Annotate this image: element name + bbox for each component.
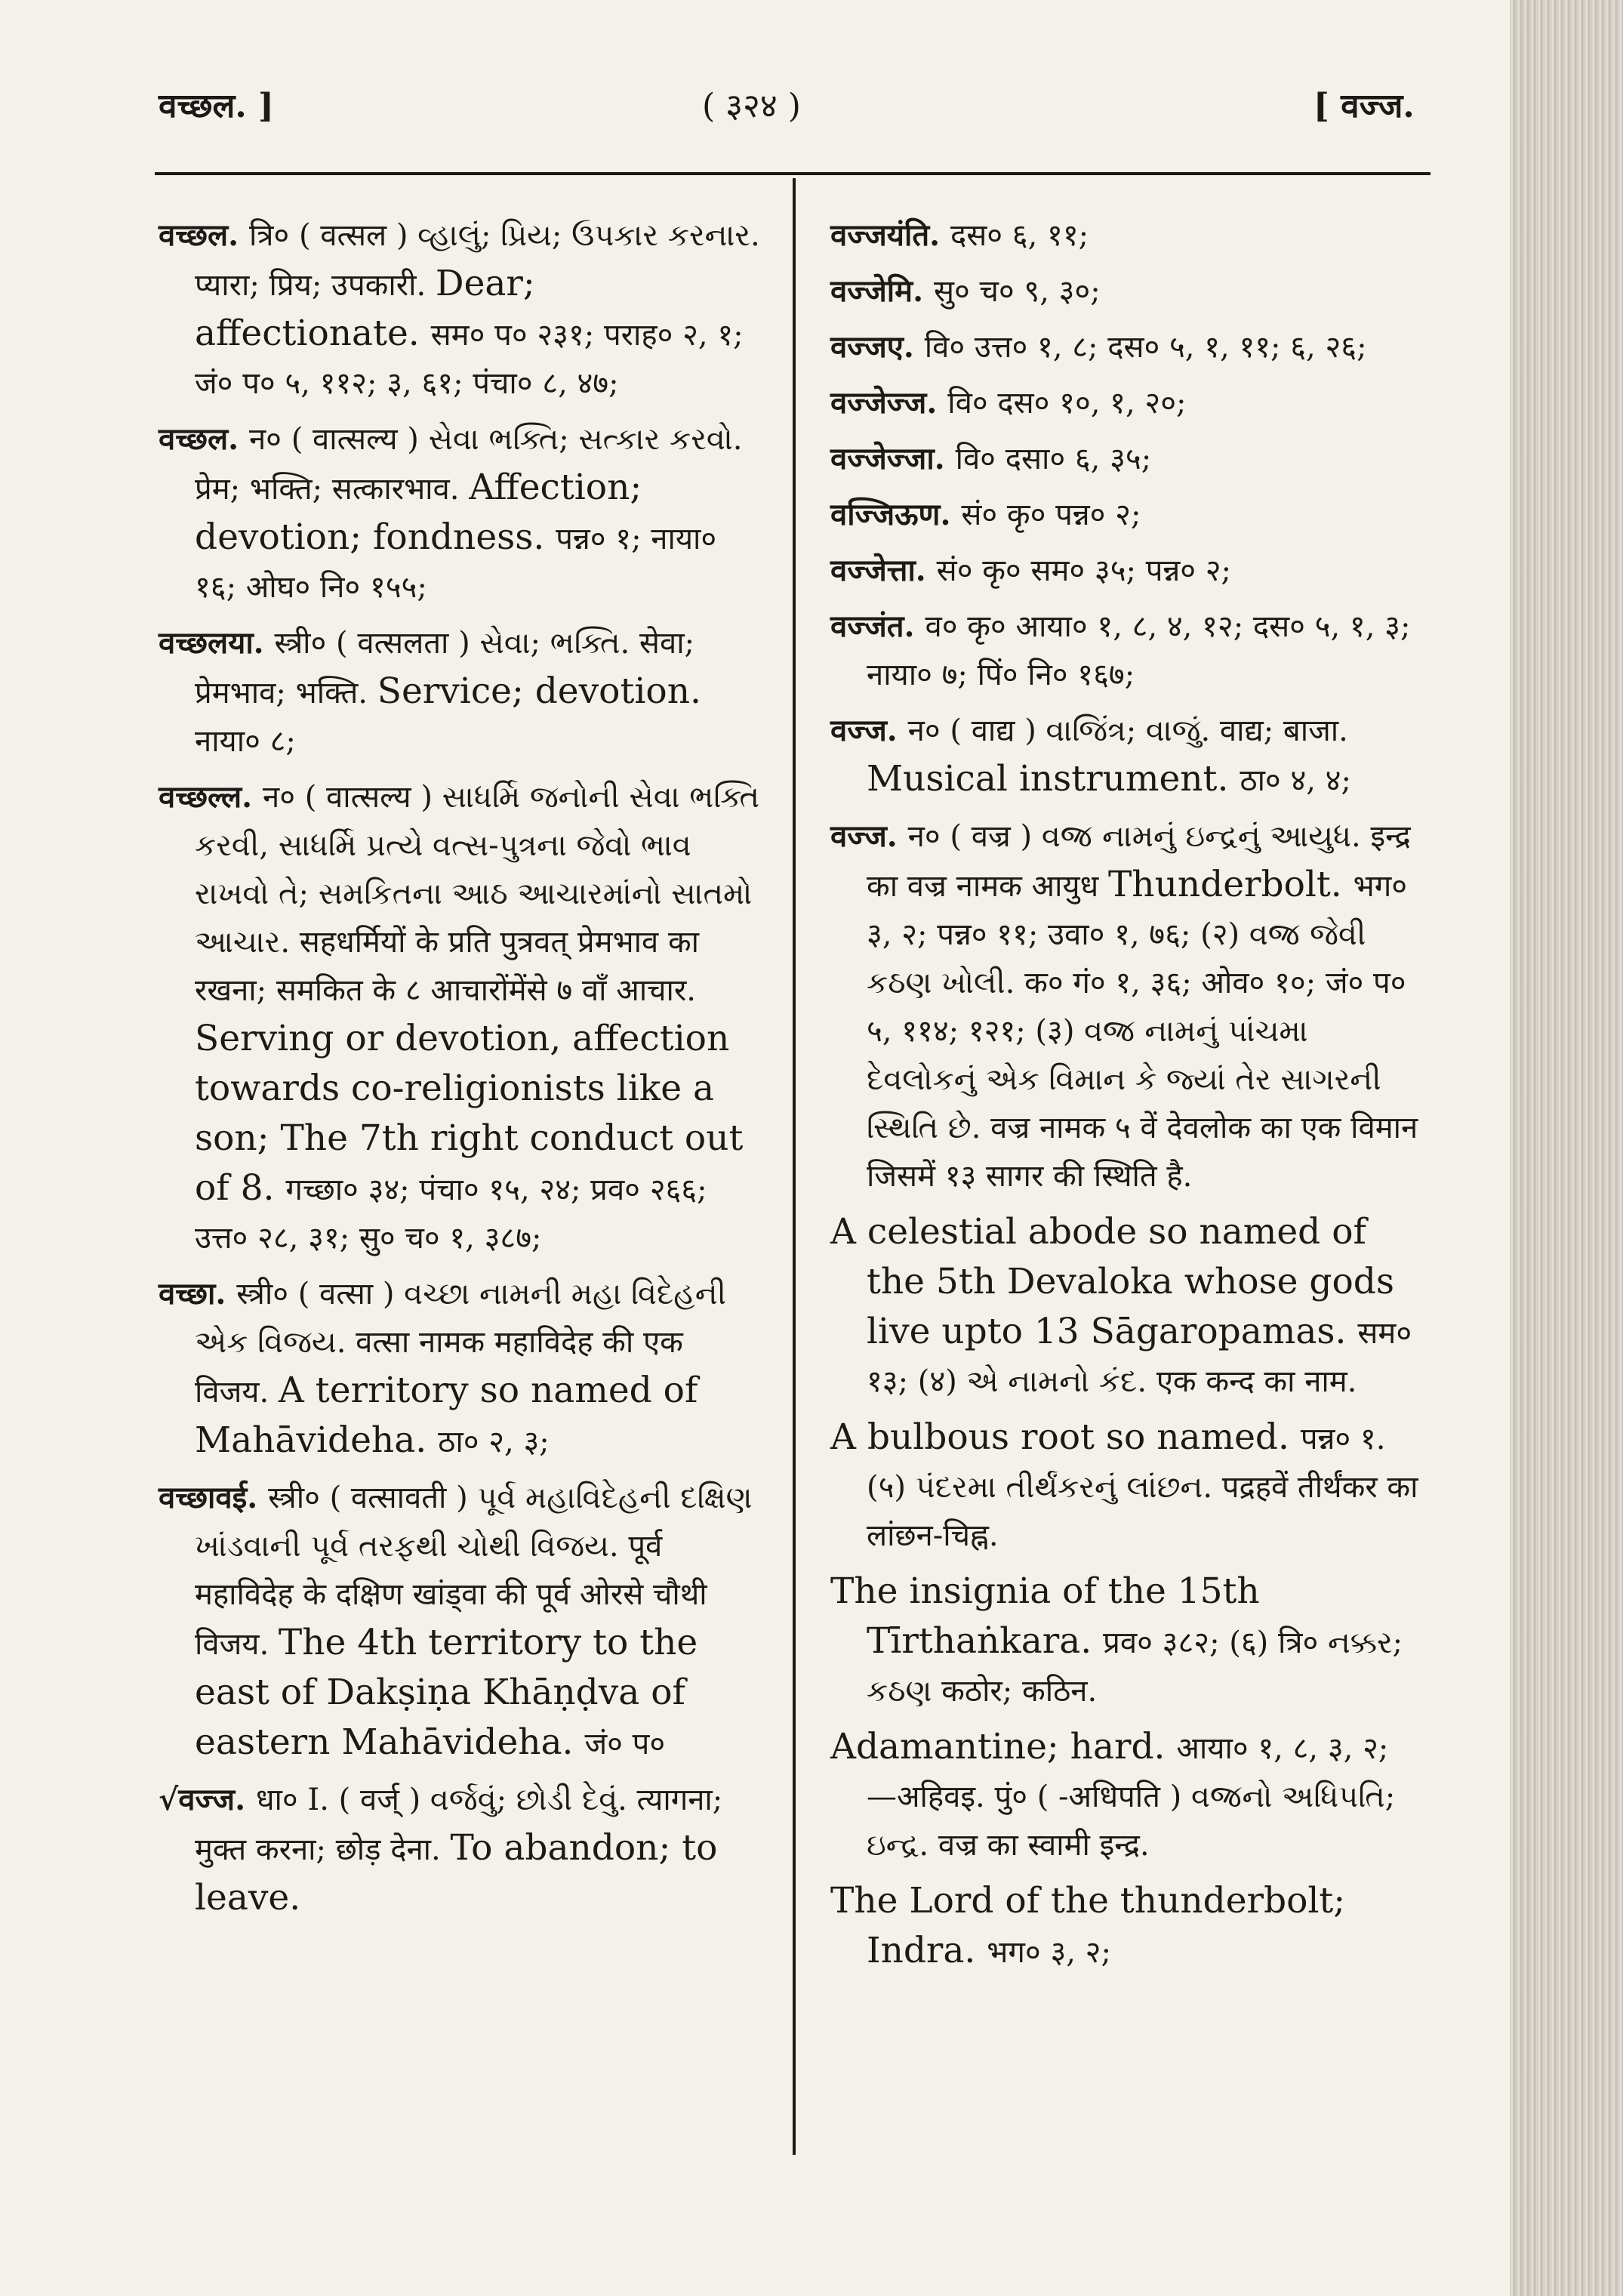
dictionary-entry xyxy=(830,1567,1419,1715)
english-gloss: A territory so named of Mahāvideha. xyxy=(195,1370,698,1461)
reference: पन्न० २; xyxy=(1055,498,1141,532)
dictionary-entry xyxy=(830,1413,1419,1560)
dictionary-entry xyxy=(830,379,1419,427)
headword: वज्जंत. xyxy=(830,609,925,644)
dictionary-entry xyxy=(830,812,1419,1200)
headword: वज्जयंति. xyxy=(830,217,951,253)
reference: पन्न० १. (५) પંદરમા તીર્થંકરનું લાંછન. पद्रहवें तीर्थंकर का लांछन-चिह्न. xyxy=(867,1422,1418,1553)
reference: उत्त० १, ८; दस० ५, १, ११; ६, २६; xyxy=(974,330,1367,365)
definition-text: न० ( वाद्य ) વાજિંત્ર; વાજું. वाद्य; बाजा. xyxy=(907,713,1348,748)
headword: वज्ज. xyxy=(830,713,908,748)
dictionary-entry xyxy=(830,211,1419,260)
english-gloss: Musical instrument. xyxy=(867,758,1240,800)
definition-text: धा० I. ( वर्ज् ) વર્જવું; છોડી દેવું. त्यागना; मुक्त करना; छोड़ देना. xyxy=(195,1783,723,1867)
dictionary-entry xyxy=(159,415,762,612)
definition-text: स्त्री० ( वत्सा ) વચ્છા નામની મહા વિદેહની એક વિજય. वत्सा नामक महाविदेह की एक विजय. xyxy=(195,1277,726,1410)
dictionary-entry xyxy=(159,619,762,766)
reference: पन्न० १; नाया० १६; ओघ० नि० १५५; xyxy=(195,522,717,605)
english-gloss: To abandon; to leave. xyxy=(195,1827,718,1918)
english-gloss: Thunderbolt. xyxy=(1107,864,1354,905)
reference: दस० ६, ११; xyxy=(950,218,1089,253)
headword: वज्जेज्ज. xyxy=(830,385,948,421)
english-gloss: The insignia of the 15th Tīrthaṅkara. xyxy=(830,1570,1260,1662)
definition-text: न० ( वात्सल्य ) સાધર્મિ જનોની સેવા ભક્તિ કરવી, સાધર્મિ પ્રત્યે વત્સ-પુત્રના જેવો ભાવ રાખવો તે; સમકિતના આઠ આચારમાંનો સાતમો આચાર. सहधर्मियों के प्रति पुत्रवत् प्रेमभाव का रखना; समकित के ८ आचारोंमेंसे ७ वाँ आचार. xyxy=(195,780,760,1008)
reference: जं० प० xyxy=(584,1727,666,1761)
dictionary-entry xyxy=(830,547,1419,595)
reference: सम० ३५; पन्न० २; xyxy=(1030,553,1232,588)
dictionary-entry xyxy=(830,1208,1419,1406)
headword: वच्छलया. xyxy=(159,625,275,661)
reference: नाया० ८; xyxy=(195,724,296,759)
header-rule xyxy=(155,172,1431,175)
dictionary-entry xyxy=(830,323,1419,371)
dictionary-entry xyxy=(830,1723,1419,1869)
dictionary-entry xyxy=(159,773,762,1262)
headword: वज्जेत्ता. xyxy=(830,553,937,588)
page-edge xyxy=(1510,0,1623,2296)
headword: वज्जेज्जा. xyxy=(830,441,956,476)
definition-text: वि० xyxy=(955,442,1006,476)
reference: आया० १, ८, ३, २; —अहिवइ. पुं० ( -अधिपति ) વજ્રનો અધિપતિ; ઇન્દ્ર. वज्र का स्वामी इन्द्र. xyxy=(867,1731,1396,1863)
headword: √वज्ज. xyxy=(159,1782,256,1817)
english-gloss: Service; devotion. xyxy=(377,670,701,712)
headword: वज्ज. xyxy=(830,818,908,854)
dictionary-entry xyxy=(159,1270,762,1466)
english-gloss: Serving or devotion, affection towards co-religionists like a son; The 7th right conduct out of 8. xyxy=(195,1018,744,1209)
reference: आया० १, ८, ४, १२; दस० ५, १, ३; नाया० ७; पिं० नि० १६७; xyxy=(867,609,1411,692)
headword: वच्छल. xyxy=(159,217,249,253)
dictionary-entry xyxy=(830,603,1419,699)
english-gloss: A celestial abode so named of the 5th Devaloka whose gods live upto 13 Sāgaropamas. xyxy=(830,1211,1395,1352)
right-column xyxy=(830,211,1419,1984)
page-number: ( ३२४ ) xyxy=(702,87,801,125)
reference: भग० ३, २; पन्न० ११; उवा० १, ७६; (२) વજ્ર જેવી કઠણ ખોલી. क० गं० १, ३६; ओव० १०; जं० प० ५, ११४; १२१; (३) વજ્ર નામનું પાંચમા દેવલોકનું એક વિમાન કે જ્યાં તેર સાગરની સ્થિતિ છે. वज्र नामक ५ वें देवलोक का एक विमान जिसमें १३ सागर की स्थिति है. xyxy=(867,869,1418,1194)
headword: वच्छल्ल. xyxy=(159,779,263,815)
reference: ठा० २, ३; xyxy=(438,1425,550,1459)
headword: वच्छा. xyxy=(159,1276,237,1311)
definition-text: वि० xyxy=(924,330,975,365)
dictionary-entry xyxy=(159,211,762,408)
reference: भग० ३, २; xyxy=(987,1935,1111,1970)
definition-text: सं० कृ० xyxy=(961,498,1056,532)
english-gloss: The 4th territory to the east of Dakṣiṇa Khāṇḍva of eastern Mahāvideha. xyxy=(195,1622,698,1763)
dictionary-entry xyxy=(830,435,1419,483)
reference: गच्छा० ३४; पंचा० १५, २४; प्रव० २६६; उत्त० २८, ३१; सु० च० १, ३८७; xyxy=(195,1173,707,1256)
left-column xyxy=(159,211,762,1931)
dictionary-entry xyxy=(159,1776,762,1924)
english-gloss: A bulbous root so named. xyxy=(830,1416,1301,1458)
headword: वज्जए. xyxy=(830,329,925,365)
dictionary-entry xyxy=(159,1474,762,1768)
dictionary-entry xyxy=(830,1877,1419,1977)
definition-text: सं० कृ० xyxy=(936,553,1031,588)
reference: सम० १३; (४) એ નામનો કંદ. एक कन्द का नाम. xyxy=(867,1316,1412,1399)
reference: सु० च० ९, ३०; xyxy=(933,274,1101,309)
reference: प्रव० ३८२; (६) त्रि० નક્કર; કઠણ कठोर; कठिन. xyxy=(867,1626,1403,1709)
dictionary-entry xyxy=(830,707,1419,805)
reference: दस० १०, १, २०; xyxy=(997,386,1187,421)
header-right-guideword: [ वज्ज. xyxy=(1313,87,1415,125)
english-gloss: The Lord of the thunderbolt; Indra. xyxy=(830,1880,1346,1971)
definition-text: वि० xyxy=(947,386,998,421)
dictionary-entry xyxy=(830,491,1419,539)
english-gloss: Adamantine; hard. xyxy=(830,1726,1177,1767)
header-left-guideword: वच्छल. ] xyxy=(159,87,274,125)
reference: ठा० ४, ४; xyxy=(1240,763,1351,798)
definition-text: न० ( वात्सल्य ) સેવા ભક્તિ; સત્કાર કરવો. प्रेम; भक्ति; सत्कारभाव. xyxy=(195,422,743,507)
english-gloss: Affection; devotion; fondness. xyxy=(195,467,642,558)
definition-text: स्त्री० ( वत्सावती ) પૂર્વ મહાવિદેહની દક્ષિણ ખાંડવાની પૂર્વ તરફથી ચોથી વિજય. पूर्व महाविदेह के दक्षिण खांड्वा की पूर्व ओरसे चौथी विजय. xyxy=(195,1481,753,1662)
headword: वच्छावई. xyxy=(159,1480,269,1515)
headword: वज्जेमि. xyxy=(830,273,934,309)
reference: सम० प० २३१; पराह० २, १; जं० प० ५, ११२; ३, ६१; पंचा० ८, ४७; xyxy=(195,318,744,401)
definition-text: त्रि० ( वत्सल ) વ્હાલું; પ્રિય; ઉપકાર કરનાર. प्यारा; प्रिय; उपकारी. xyxy=(195,218,760,303)
definition-text: स्त्री० ( वत्सलता ) સેવા; ભક્તિ. सेवा; प्रेमभाव; भक्ति. xyxy=(195,626,695,710)
dictionary-entry xyxy=(830,267,1419,316)
headword: वच्छल. xyxy=(159,421,249,457)
column-divider xyxy=(793,178,796,2155)
reference: दसा० ६, ३५; xyxy=(1005,442,1152,476)
headword: वज्जिऊण. xyxy=(830,497,962,532)
definition-text: व० कृ० xyxy=(925,609,1016,644)
english-gloss: Dear; affectionate. xyxy=(195,263,535,354)
definition-text: न० ( वज्र ) વજ્ર નામનું ઇન્દ્રનું આયુધ. इन्द्र का वज्र नामक आयुध xyxy=(867,819,1411,904)
